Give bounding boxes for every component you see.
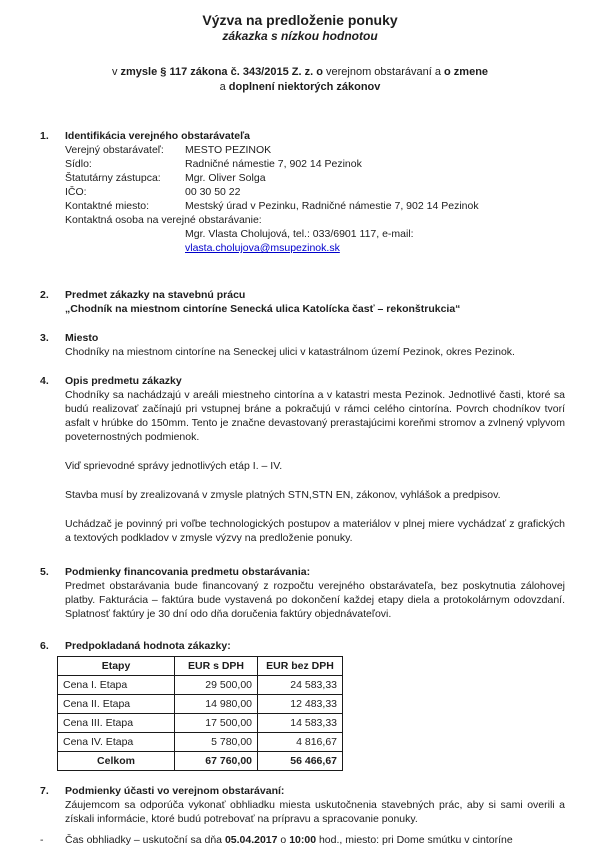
section-number: 4. [40, 375, 49, 387]
law-seg-4: o zmene [444, 66, 489, 78]
contact-email-link[interactable]: vlasta.cholujova@msupezinok.sk [185, 242, 340, 254]
table-total-cell: 67 760,00 [175, 752, 258, 771]
description-paragraph: Viď sprievodné správy jednotlivých etáp I. – IV. [65, 460, 283, 472]
document-content [0, 129, 600, 847]
inspection-text: hod., miesto: pri Dome smútku v cintoríne [316, 834, 513, 846]
info-label: Kontaktné miesto: [65, 200, 150, 212]
section-number: 7. [40, 785, 49, 797]
info-value: Mgr. Oliver Solga [185, 172, 266, 184]
table-cell: Cena IV. Etapa [58, 733, 175, 752]
inspection-time: 10:00 [289, 834, 317, 846]
inspection-text: o [277, 834, 290, 846]
section-number: 6. [40, 640, 49, 652]
section-place [40, 331, 565, 359]
law-seg-6: doplnení niektorých zákonov [228, 81, 381, 93]
bullet-dash: - [40, 834, 44, 846]
section-number: 1. [40, 130, 49, 142]
info-label: Štatutárny zástupca: [65, 172, 161, 184]
section-heading: Miesto [65, 332, 99, 344]
table-cell: 12 483,33 [258, 695, 343, 714]
section-body: Predmet obstarávania bude financovaný z rozpočtu verejného obstarávateľa, bez poskytnutia zálohovej platby. Fakturácia – faktúra bude vystavená po dokončení každej etapy diela a protokolárnym odovzdaní. Splatnosť faktúry je 30 dní odo dňa doručenia faktúry objednávateľovi. [65, 580, 565, 620]
info-row [65, 185, 565, 199]
section-participation [40, 784, 565, 826]
section-body: Záujemcom sa odporúča vykonať obhliadku miesta uskutočnenia stavebných prác, aby si sami overili a získali informácie, ktoré budú potrebovať na prípravu a spracovanie ponuky. [65, 799, 565, 825]
section-heading: Podmienky financovania predmetu obstarávania: [65, 566, 311, 578]
info-row [65, 143, 565, 157]
info-label: IČO: [65, 186, 87, 198]
table-total-cell: Celkom [58, 752, 175, 771]
info-value: MESTO PEZINOK [185, 144, 272, 156]
section-heading: Identifikácia verejného obstarávateľa [65, 130, 250, 142]
section-financing [40, 565, 565, 621]
contact-person: Mgr. Vlasta Cholujová, tel.: 033/6901 117, e-mail: [185, 228, 414, 240]
table-cell: 5 780,00 [175, 733, 258, 752]
law-seg-1: v [111, 66, 121, 78]
info-value: Mestský úrad v Pezinku, Radničné námestie 7, 902 14 Pezinok [185, 200, 479, 212]
law-seg-2: zmysle § 117 zákona č. 343/2015 Z. z. o [120, 66, 326, 78]
estimated-value-table [57, 656, 343, 771]
info-value: 00 30 50 22 [185, 186, 241, 198]
inspection-date: 05.04.2017 [224, 834, 278, 846]
law-reference-line2 [0, 80, 600, 95]
description-paragraph: Stavba musí by zrealizovaná v zmysle platných STN,STN EN, zákonov, vyhlášok a predpisov. [65, 489, 501, 501]
info-row [65, 171, 565, 185]
law-reference-line1 [0, 65, 600, 80]
table-header-row [58, 657, 343, 676]
section-heading: Opis predmetu zákazky [65, 375, 182, 387]
law-reference [0, 65, 600, 95]
table-cell: 4 816,67 [258, 733, 343, 752]
table-header-cell: EUR bez DPH [258, 657, 343, 676]
description-paragraph: Chodníky sa nachádzajú v areáli miestneho cintorína a v katastri mesta Pezinok. Jednotlivé časti, ktoré sa budú realizovať začínajú pri vstupnej bráne a pokračujú v rámci celého cintorína. Povrch chodníkov tvorí asfalt v hrúbke do 150mm. Tento je značne devastovaný prerastajúcimi koreňmi stromov a zvlnený vplyvom poveternostných podmienok. [65, 389, 565, 443]
table-row [58, 695, 343, 714]
inspection-text: Čas obhliadky – uskutoční sa dňa [65, 834, 225, 846]
table-cell: Cena III. Etapa [58, 714, 175, 733]
table-cell: 17 500,00 [175, 714, 258, 733]
description-paragraph: Uchádzač je povinný pri voľbe technologických postupov a materiálov v plnej miere vychádzať z grafických a textových podkladov v zmysle výzvy na predloženie ponuky. [65, 518, 565, 544]
info-label: Sídlo: [65, 158, 92, 170]
table-row [58, 714, 343, 733]
section-number: 3. [40, 332, 49, 344]
page-header [0, 0, 600, 95]
info-row [65, 157, 565, 171]
section-description [40, 374, 565, 545]
section-number: 2. [40, 289, 49, 301]
contract-subject-title: „Chodník na miestnom cintoríne Senecká ulica Katolícka časť – rekonštrukcia“ [65, 303, 461, 315]
table-row [58, 733, 343, 752]
section-heading: Predpokladaná hodnota zákazky: [65, 640, 231, 652]
section-body: Chodníky na miestnom cintoríne na Seneckej ulici v katastrálnom území Pezinok, okres Pezinok. [65, 346, 515, 358]
table-header-cell: EUR s DPH [175, 657, 258, 676]
table-total-row [58, 752, 343, 771]
section-number: 5. [40, 566, 49, 578]
table-cell: 29 500,00 [175, 676, 258, 695]
info-row [65, 199, 565, 213]
inspection-time-item [40, 833, 565, 847]
table-cell: 14 583,33 [258, 714, 343, 733]
table-cell: Cena II. Etapa [58, 695, 175, 714]
contact-line: Kontaktná osoba na verejné obstarávanie: [65, 214, 262, 226]
table-cell: Cena I. Etapa [58, 676, 175, 695]
law-seg-3: verejnom obstarávaní a [326, 66, 445, 78]
section-identification [40, 129, 565, 255]
doc-title: Výzva na predloženie ponuky [202, 12, 398, 28]
info-value: Radničné námestie 7, 902 14 Pezinok [185, 158, 362, 170]
doc-subtitle: zákazka s nízkou hodnotou [222, 29, 378, 43]
section-estimated-value [40, 639, 565, 771]
info-label: Verejný obstarávateľ: [65, 144, 164, 156]
table-header-cell: Etapy [58, 657, 175, 676]
section-heading: Podmienky účasti vo verejnom obstarávaní: [65, 785, 285, 797]
table-cell: 14 980,00 [175, 695, 258, 714]
section-subject [40, 288, 565, 316]
table-row [58, 676, 343, 695]
law-seg-5: a [219, 81, 229, 93]
table-cell: 24 583,33 [258, 676, 343, 695]
section-heading: Predmet zákazky na stavebnú prácu [65, 289, 246, 301]
table-total-cell: 56 466,67 [258, 752, 343, 771]
